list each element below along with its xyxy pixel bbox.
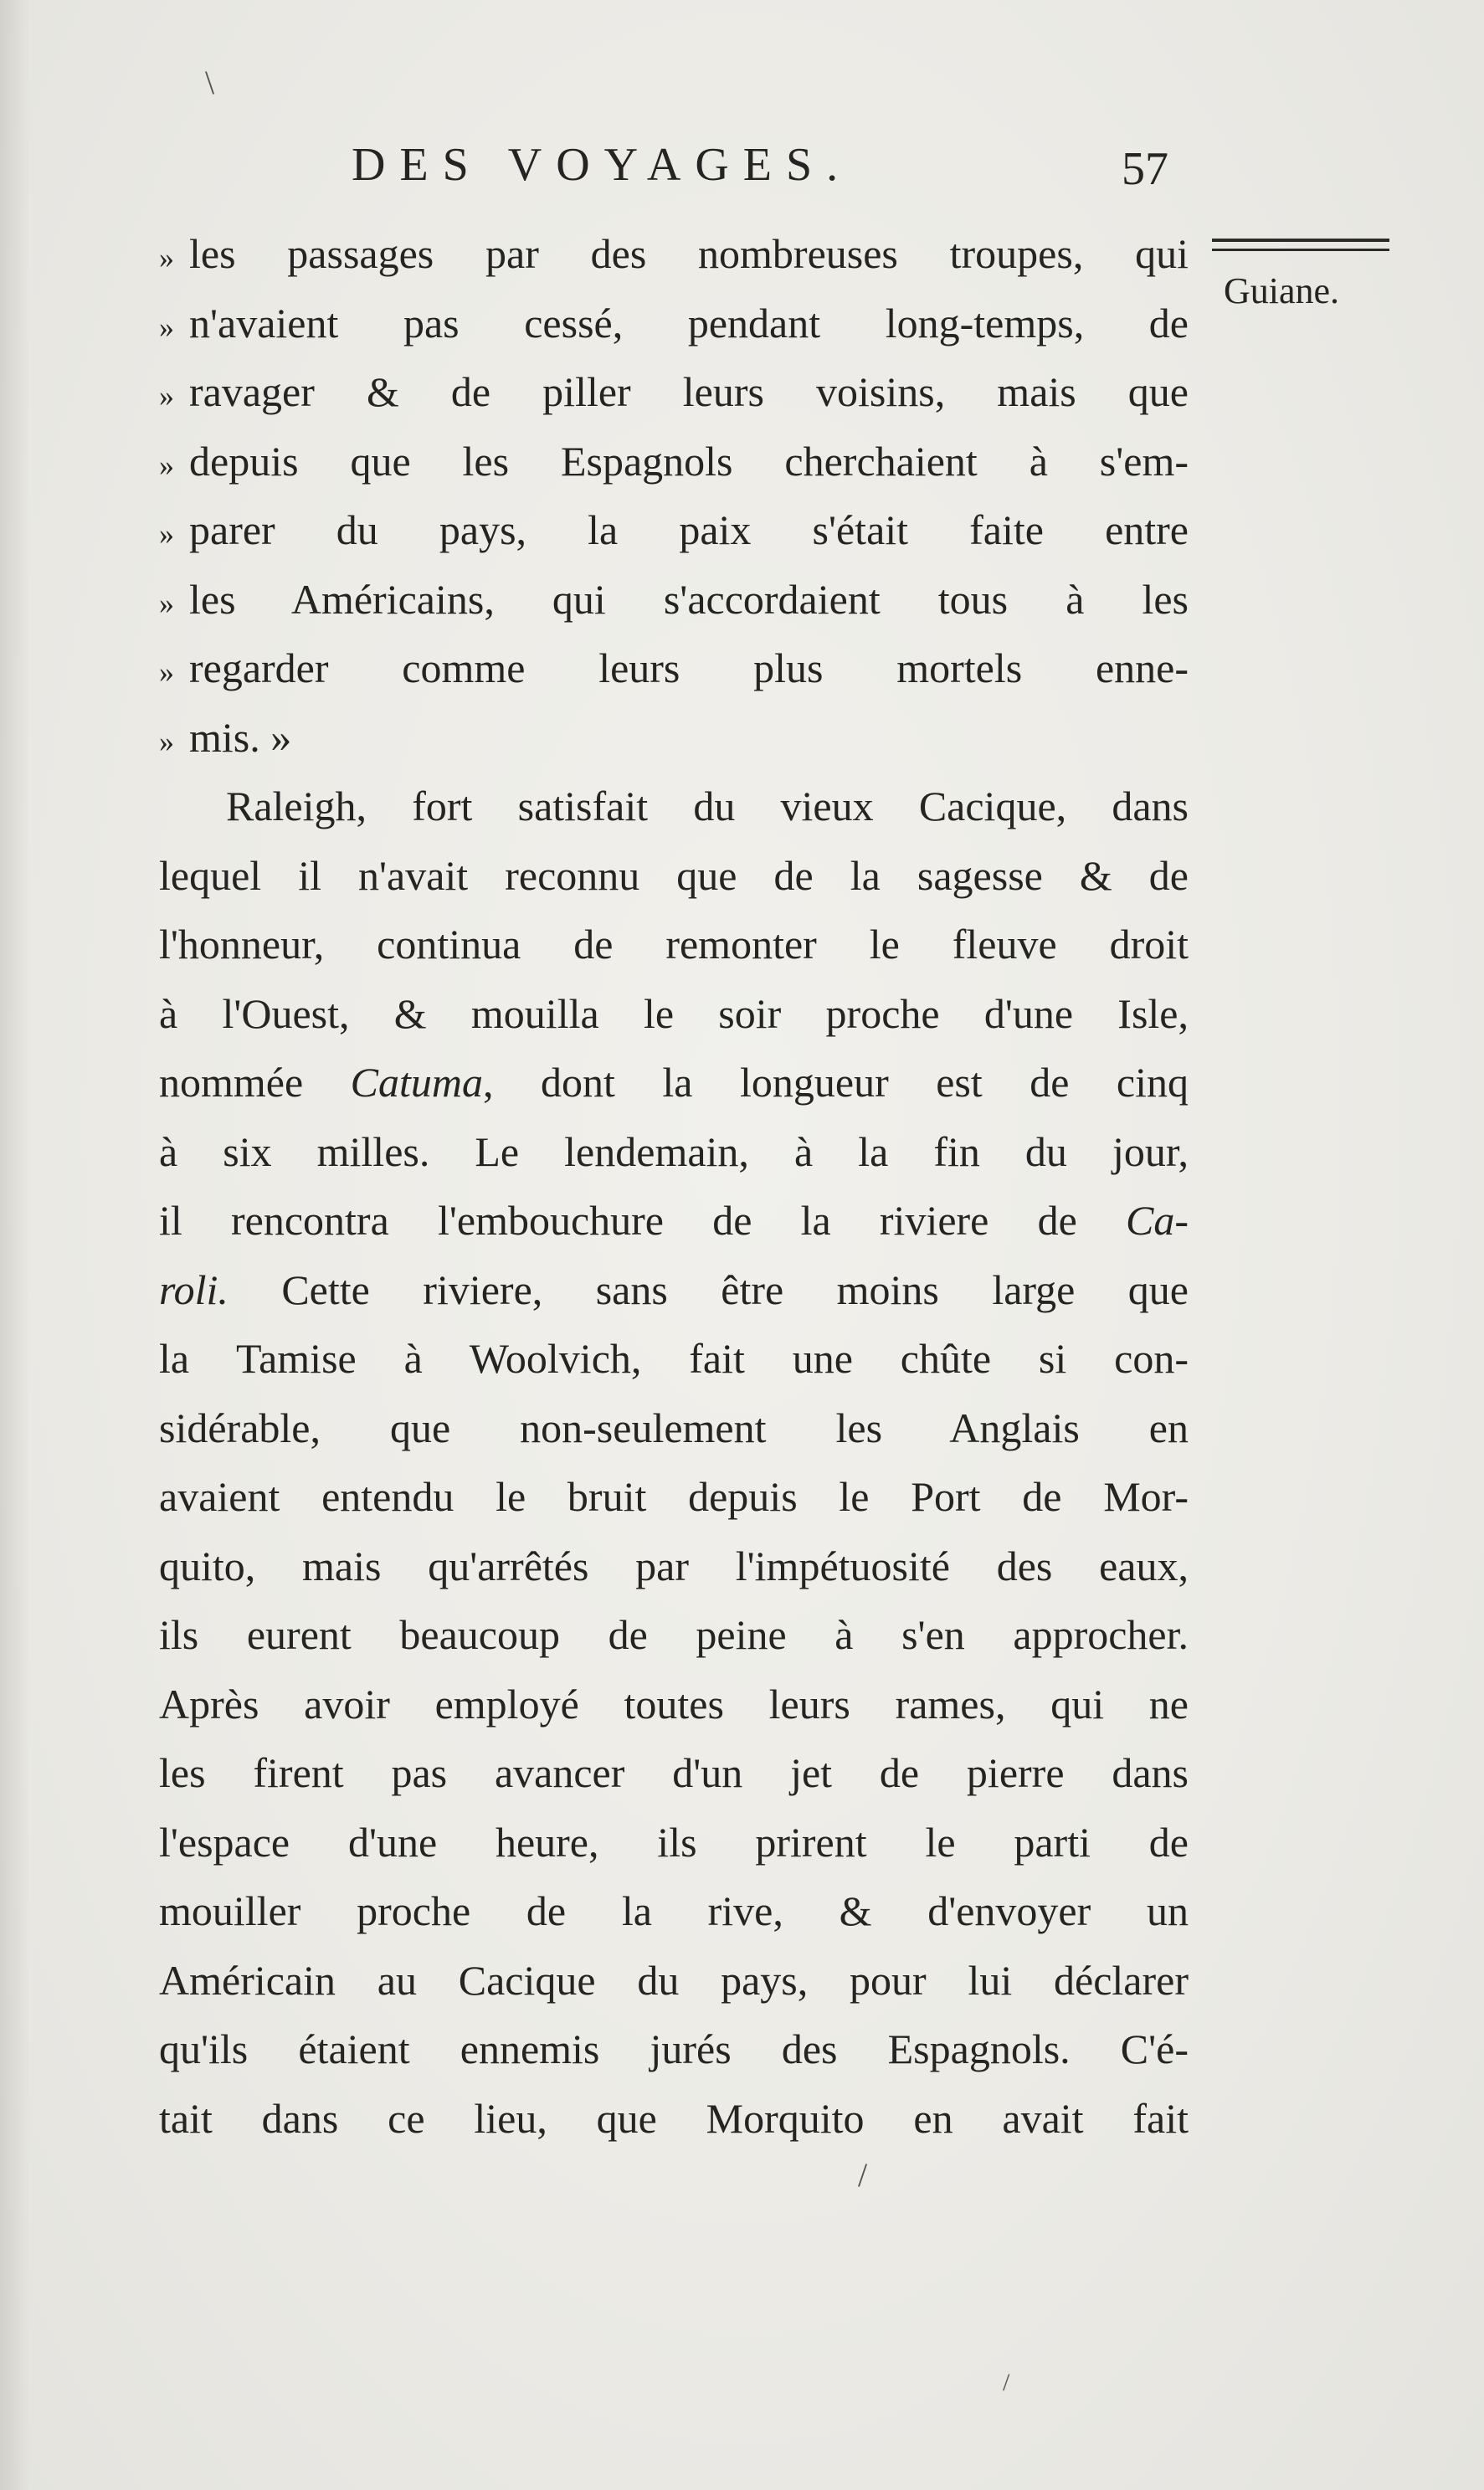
text-line: mouiller proche de la rive, & d'envoyer un [159,1887,1189,1934]
line-text: mis. » [189,713,292,761]
text-line: qu'ils étaient ennemis jurés des Espagnols. C'é- [159,2025,1189,2072]
line-text: les Américains, qui s'accordaient tous à les [189,575,1189,623]
text-line [159,634,1189,703]
spine-shadow [0,0,30,2490]
text-line: avaient entendu le bruit depuis le Port de Mor- [159,1473,1189,1520]
quotation-mark: » [159,586,174,620]
ink-speck: / [858,2156,868,2194]
running-head: DES VOYAGES. [352,139,853,191]
quotation-mark: » [159,241,174,275]
quotation-mark: » [159,448,174,482]
line-text: regarder comme leurs plus mortels enne- [189,644,1189,691]
text-line [159,427,1189,496]
text-line: tait dans ce lieu, que Morquito en avait fait [159,2094,1189,2142]
line-text: parer du pays, la paix s'était faite entre [189,506,1189,553]
text-line: la Tamise à Woolvich, fait une chûte si con- [159,1335,1189,1382]
quotation-mark: » [159,517,174,551]
margin-rule [1212,239,1389,242]
quotation-mark: » [159,379,174,413]
text-line: à l'Ouest, & mouilla le soir proche d'une Isle, [159,989,1189,1037]
text-line: les firent pas avancer d'un jet de pierre dans [159,1749,1189,1796]
text-line: Américain au Cacique du pays, pour lui déclarer [159,1956,1189,2004]
body-text [159,219,1189,2153]
text-line [159,289,1189,358]
text-line [159,565,1189,634]
quotation-mark: » [159,310,174,344]
line-text: les passages par des nombreuses troupes, qui [189,230,1189,277]
text-line: Après avoir employé toutes leurs rames, qui ne [159,1680,1189,1728]
line-text: ravager & de piller leurs voisins, mais que [189,368,1189,415]
page-number: 57 [1122,143,1168,195]
marginal-note: Guiane. [1224,270,1340,311]
ink-speck: \ [205,64,215,101]
text-line [159,219,1189,289]
text-line: l'espace d'une heure, ils prirent le parti de [159,1818,1189,1866]
margin-rule [1212,249,1389,251]
text-line: à six milles. Le lendemain, à la fin du jour, [159,1127,1189,1175]
text-line: ils eurent beaucoup de peine à s'en approcher. [159,1611,1189,1658]
text-line: roli. Cette riviere, sans être moins large que [159,1266,1189,1313]
text-line: nommée Catuma, dont la longueur est de cinq [159,1059,1189,1106]
text-line: l'honneur, continua de remonter le fleuve droit [159,921,1189,968]
quotation-mark: » [159,655,174,689]
text-line: quito, mais qu'arrêtés par l'impétuosité des eaux, [159,1542,1189,1589]
quotation-mark: » [159,724,174,758]
ink-speck: / [1003,2369,1010,2396]
text-line [159,703,1189,773]
text-line [159,495,1189,565]
text-line [159,357,1189,427]
text-line: lequel il n'avait reconnu que de la sagesse & de [159,851,1189,899]
text-line: Raleigh, fort satisfait du vieux Cacique, dans [226,783,1189,829]
text-line: sidérable, que non-seulement les Anglais en [159,1404,1189,1451]
line-text: depuis que les Espagnols cherchaient à s'em- [189,437,1189,485]
line-text: n'avaient pas cessé, pendant long-temps, de [189,299,1189,347]
text-line: il rencontra l'embouchure de la riviere de Ca- [159,1197,1189,1244]
